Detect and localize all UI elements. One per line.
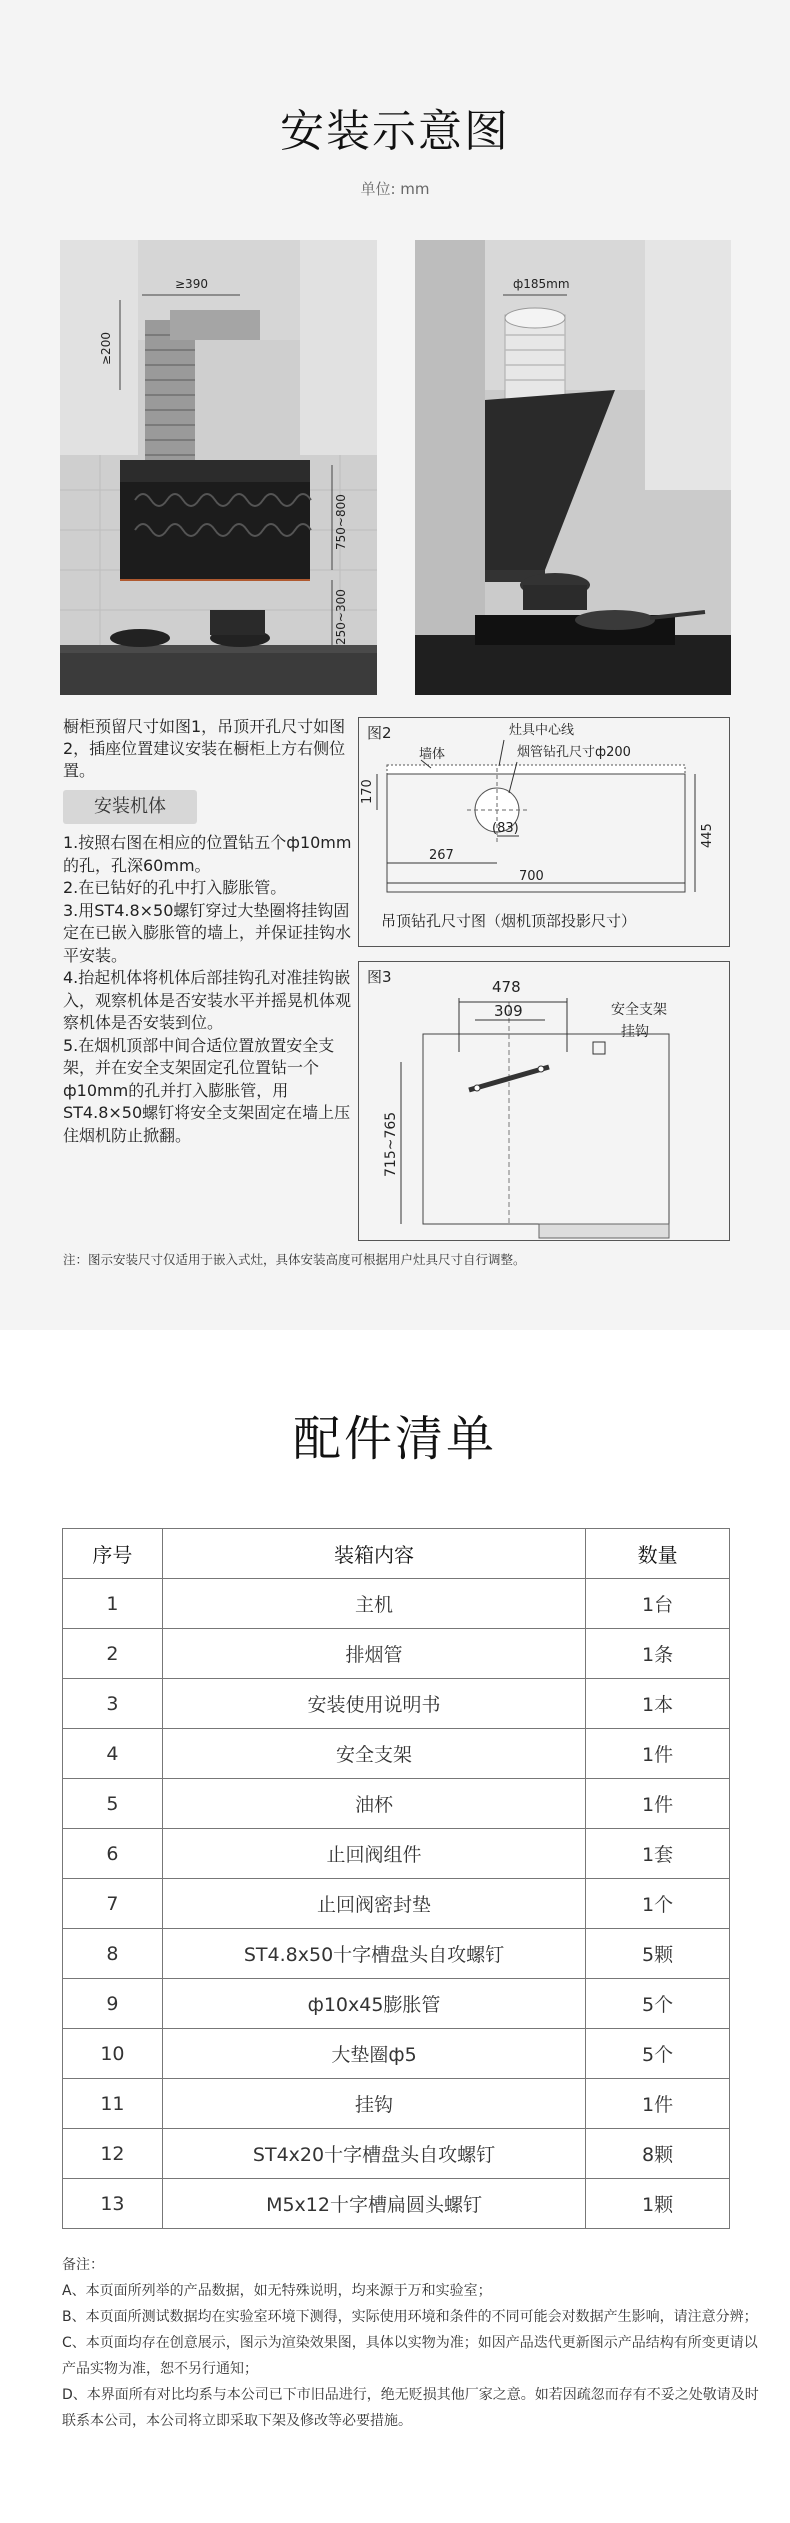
remark-line: D、本界面所有对比均系与本公司已下市旧品进行，绝无贬损其他厂家之意。如若因疏忽而存有不妥之处敬请及时联系本公司，本公司将立即采取下架及修改等必要措施。 bbox=[62, 2387, 759, 2429]
left-dim-top: ≥390 bbox=[175, 277, 208, 291]
table-row bbox=[63, 1579, 730, 1629]
fig2-label: 图2 bbox=[367, 724, 392, 742]
cell-no: 8 bbox=[63, 1929, 163, 1979]
cell-item: 止回阀组件 bbox=[162, 1829, 585, 1879]
figure-3 bbox=[358, 961, 730, 1241]
table-row bbox=[63, 1979, 730, 2029]
cell-item: ф10x45膨胀管 bbox=[162, 1979, 585, 2029]
cell-item: M5x12十字槽扁圆头螺钉 bbox=[162, 2179, 585, 2229]
cell-qty: 1件 bbox=[586, 1779, 730, 1829]
install-step: 3.用ST4.8×50螺钉穿过大垫圈将挂钩固定在已嵌入膨胀管的墙上，并保证挂钩水平安装。 bbox=[63, 900, 352, 965]
install-step: 1.按照右图在相应的位置钻五个ф10mm的孔，孔深60mm。 bbox=[63, 833, 352, 875]
cell-qty: 5个 bbox=[586, 2029, 730, 2079]
header-no: 序号 bbox=[63, 1529, 163, 1579]
cell-item: 止回阀密封垫 bbox=[162, 1879, 585, 1929]
install-photo-right bbox=[415, 240, 731, 695]
header-item: 装箱内容 bbox=[162, 1529, 585, 1579]
table-row bbox=[63, 1729, 730, 1779]
cell-qty: 1件 bbox=[586, 1729, 730, 1779]
cell-no: 4 bbox=[63, 1729, 163, 1779]
install-steps bbox=[63, 832, 358, 1147]
fig3-d715: 715~765 bbox=[383, 1111, 399, 1177]
cell-no: 9 bbox=[63, 1979, 163, 2029]
fig2-hole-size: 烟管钻孔尺寸ф200 bbox=[517, 745, 631, 760]
cell-item: ST4x20十字槽盘头自攻螺钉 bbox=[162, 2129, 585, 2179]
install-note: 注：图示安装尺寸仅适用于嵌入式灶，具体安装高度可根据用户灶具尺寸自行调整。 bbox=[63, 1252, 526, 1267]
remarks-title: 备注： bbox=[62, 2257, 104, 2273]
cell-qty: 1条 bbox=[586, 1629, 730, 1679]
table-row bbox=[63, 1879, 730, 1929]
right-dim-top: ф185mm bbox=[513, 277, 570, 291]
table-row bbox=[63, 2179, 730, 2229]
cell-no: 10 bbox=[63, 2029, 163, 2079]
header-qty: 数量 bbox=[586, 1529, 730, 1579]
install-step: 5.在烟机顶部中间合适位置放置安全支架，并在安全支架固定孔位置钻一个ф10mm的孔并打入膨胀管，用ST4.8×50螺钉将安全支架固定在墙上压住烟机防止掀翻。 bbox=[63, 1035, 351, 1145]
cell-qty: 1套 bbox=[586, 1829, 730, 1879]
cell-qty: 1件 bbox=[586, 2079, 730, 2129]
table-row bbox=[63, 2129, 730, 2179]
cell-qty: 8颗 bbox=[586, 2129, 730, 2179]
cell-qty: 5颗 bbox=[586, 1929, 730, 1979]
install-photo-left bbox=[60, 240, 377, 695]
table-row bbox=[63, 2029, 730, 2079]
remark-line: C、本页面均存在创意展示，图示为渲染效果图，具体以实物为准；如因产品迭代更新图示产品结构有所变更请以产品实物为准，恕不另行通知； bbox=[62, 2335, 758, 2377]
cell-qty: 1台 bbox=[586, 1579, 730, 1629]
cell-no: 7 bbox=[63, 1879, 163, 1929]
remark-line: B、本页面所测试数据均在实验室环境下测得，实际使用环境和条件的不同可能会对数据产生影响，请注意分辨； bbox=[62, 2309, 758, 2325]
cell-item: 排烟管 bbox=[162, 1629, 585, 1679]
cell-qty: 1颗 bbox=[586, 2179, 730, 2229]
cell-no: 5 bbox=[63, 1779, 163, 1829]
cell-qty: 1个 bbox=[586, 1879, 730, 1929]
cell-no: 6 bbox=[63, 1829, 163, 1879]
table-row bbox=[63, 1829, 730, 1879]
install-step: 4.抬起机体将机体后部挂钩孔对准挂钩嵌入，观察机体是否安装水平并摇晃机体观察机体是否安装到位。 bbox=[63, 968, 352, 1032]
install-title: 安装示意图 bbox=[280, 106, 510, 157]
unit-label: 单位: mm bbox=[360, 180, 430, 198]
fig3-hook: 挂钩 bbox=[621, 1024, 649, 1040]
fig3-d309: 309 bbox=[494, 1002, 523, 1020]
parts-title: 配件清单 bbox=[292, 1411, 497, 1467]
install-step: 2.在已钻好的孔中打入膨胀管。 bbox=[63, 878, 287, 897]
remark-line: A、本页面所列举的产品数据，如无特殊说明，均来源于万和实验室； bbox=[62, 2283, 492, 2299]
fig2-d445: 445 bbox=[700, 823, 715, 848]
install-desc: 橱柜预留尺寸如图1，吊顶开孔尺寸如图2，插座位置建议安装在橱柜上方右侧位置。 bbox=[63, 717, 346, 780]
fig2-wall: 墙体 bbox=[419, 747, 446, 762]
section-label-install-body: 安装机体 bbox=[63, 790, 197, 824]
fig3-bracket: 安全支架 bbox=[611, 1002, 667, 1018]
table-row bbox=[63, 2079, 730, 2129]
remarks bbox=[62, 2252, 762, 2434]
cell-item: 大垫圈ф5 bbox=[162, 2029, 585, 2079]
cell-qty: 5个 bbox=[586, 1979, 730, 2029]
cell-no: 3 bbox=[63, 1679, 163, 1729]
cell-no: 2 bbox=[63, 1629, 163, 1679]
figure-2 bbox=[358, 717, 730, 947]
cell-item: ST4.8x50十字槽盘头自攻螺钉 bbox=[162, 1929, 585, 1979]
table-row bbox=[63, 1629, 730, 1679]
cell-no: 11 bbox=[63, 2079, 163, 2129]
table-header-row bbox=[63, 1529, 730, 1579]
cell-no: 1 bbox=[63, 1579, 163, 1629]
left-dim-h1: 750~800 bbox=[334, 494, 348, 550]
fig2-caption: 吊顶钻孔尺寸图（烟机顶部投影尺寸） bbox=[381, 912, 637, 930]
fig3-d478: 478 bbox=[492, 978, 521, 996]
parts-table bbox=[62, 1528, 730, 2229]
cell-item: 油杯 bbox=[162, 1779, 585, 1829]
cell-item: 安全支架 bbox=[162, 1729, 585, 1779]
cell-item: 挂钩 bbox=[162, 2079, 585, 2129]
fig2-d267: 267 bbox=[429, 848, 454, 863]
cell-no: 12 bbox=[63, 2129, 163, 2179]
cell-item: 主机 bbox=[162, 1579, 585, 1629]
table-row bbox=[63, 1929, 730, 1979]
table-row bbox=[63, 1779, 730, 1829]
cell-qty: 1本 bbox=[586, 1679, 730, 1729]
cell-no: 13 bbox=[63, 2179, 163, 2229]
fig2-stove-center: 灶具中心线 bbox=[509, 723, 575, 738]
fig2-d83: (83) bbox=[492, 821, 519, 836]
left-dim-h2: 250~300 bbox=[334, 589, 348, 645]
fig2-d700: 700 bbox=[519, 869, 544, 884]
fig2-d170: 170 bbox=[360, 779, 375, 804]
fig3-label: 图3 bbox=[367, 968, 392, 986]
table-row bbox=[63, 1679, 730, 1729]
cell-item: 安装使用说明书 bbox=[162, 1679, 585, 1729]
left-dim-left: ≥200 bbox=[99, 332, 113, 365]
